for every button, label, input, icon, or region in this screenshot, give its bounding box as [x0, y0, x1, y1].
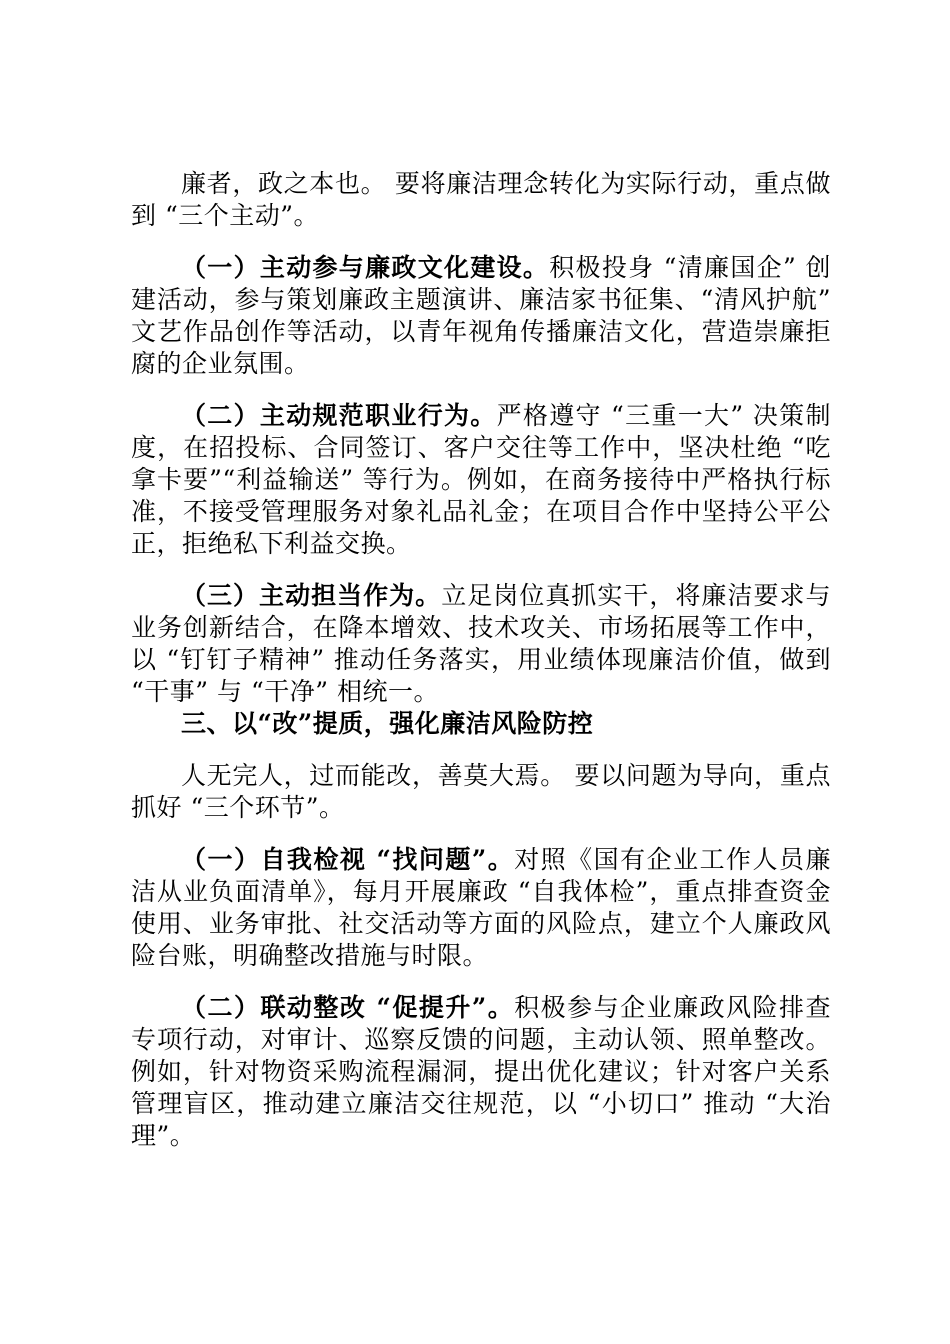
paragraph-item-1: [131, 252, 831, 380]
document-page: [131, 168, 831, 1152]
paragraph-section-3-item-1: [131, 844, 831, 972]
section-3-item-1-lead: （一）自我检视 “找问题”。: [181, 845, 515, 874]
item-3-body: 立足岗位真抓实干，将廉洁要求与业务创新结合，在降本增效、技术攻关、市场拓展等工作中，以 “钉钉子精神” 推动任务落实，用业绩体现廉洁价值，做到 “干事” 与 “干净” 相统一。: [131, 581, 831, 706]
section-3-item-2-body: 积极参与企业廉政风险排查专项行动，对审计、巡察反馈的问题，主动认领、照单整改。例如，针对物资采购流程漏洞，提出优化建议；针对客户关系管理盲区，推动建立廉洁交往规范，以 “小切口” 推动 “大治理”。: [131, 993, 831, 1150]
item-3-lead: （三）主动担当作为。: [181, 581, 442, 610]
section-3-item-1-body: 对照《国有企业工作人员廉洁从业负面清单》，每月开展廉政 “自我体检”，重点排查资金使用、业务审批、社交活动等方面的风险点，建立个人廉政风险台账，明确整改措施与时限。: [131, 845, 831, 970]
paragraph-item-3: [131, 580, 831, 708]
item-2-lead: （二）主动规范职业行为。: [181, 401, 497, 430]
item-1-body: 积极投身 “清廉国企” 创建活动，参与策划廉政主题演讲、廉洁家书征集、“清风护航” 文艺作品创作等活动，以青年视角传播廉洁文化，营造崇廉拒腐的企业氛围。: [131, 253, 831, 378]
section-3-item-2-lead: （二）联动整改 “促提升”。: [181, 993, 515, 1022]
section-heading-3: 三、以“改”提质，强化廉洁风险防控: [181, 709, 594, 738]
paragraph-intro: 廉者，政之本也。 要将廉洁理念转化为实际行动，重点做到 “三个主动”。: [131, 169, 831, 230]
paragraph-item-2: [131, 400, 831, 560]
paragraph-section-3-item-2: [131, 992, 831, 1152]
paragraph-section-3-intro: 人无完人，过而能改，善莫大焉。 要以问题为导向，重点抓好 “三个环节”。: [131, 761, 831, 822]
item-1-lead: （一）主动参与廉政文化建设。: [181, 253, 550, 282]
item-2-body: 严格遵守 “三重一大” 决策制度，在招投标、合同签订、客户交往等工作中，坚决杜绝 “吃拿卡要”“利益输送” 等行为。例如，在商务接待中严格执行标准，不接受管理服务对象礼品礼金；在项目合作中坚持公平公正，拒绝私下利益交换。: [131, 401, 831, 558]
